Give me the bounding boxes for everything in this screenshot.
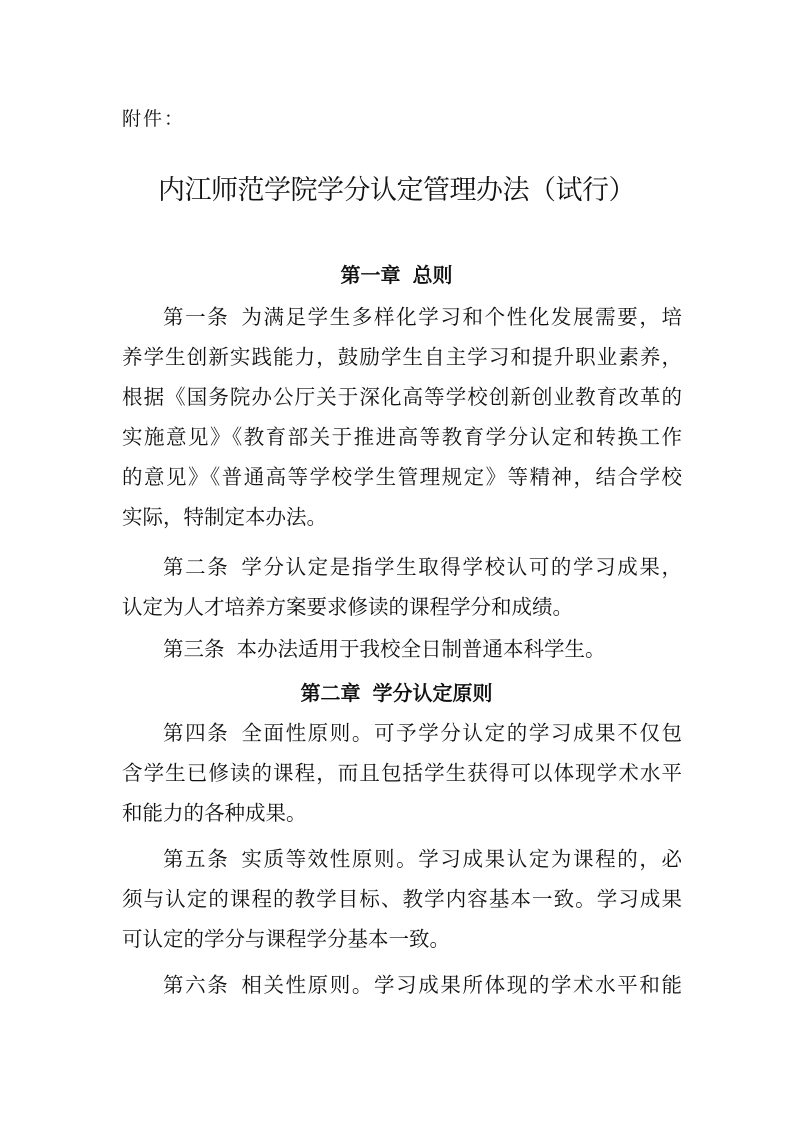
article-1-line-1: [163, 302, 682, 332]
article-1-line-2: 养学生创新实践能力，鼓励学生自主学习和提升职业素养，: [122, 345, 682, 369]
article-2-line-2: 认定为人才培养方案要求修读的课程学分和成绩。: [122, 595, 573, 619]
chapter-1-number: 第一章: [340, 263, 401, 287]
article-5-line-2: 须与认定的课程的教学目标、教学内容基本一致。学习成果: [122, 887, 682, 911]
article-6-text-1: 相关性原则。学习成果所体现的学术水平和能: [241, 973, 683, 997]
article-5-line-3: 可认定的学分与课程学分基本一致。: [122, 927, 450, 951]
article-1-line-6: 实际，特制定本办法。: [122, 505, 327, 529]
chapter-1-heading: [0, 259, 793, 288]
article-2-number: 第二条: [163, 555, 230, 579]
article-4-number: 第四条: [163, 721, 230, 745]
article-1-line-5: 的意见》《普通高等学校学生管理规定》等精神，结合学校: [122, 465, 682, 489]
article-3-text-1: 本办法适用于我校全日制普通本科学生。: [236, 637, 606, 661]
chapter-1-name: 总则: [412, 263, 453, 287]
article-3-number: 第三条: [163, 637, 225, 661]
article-5-number: 第五条: [163, 847, 230, 871]
article-6-line-1: [163, 970, 682, 1000]
article-2-text-1: 学分认定是指学生取得学校认可的学习成果，: [241, 555, 683, 579]
article-1-line-4: 实施意见》《教育部关于推进高等教育学分认定和转换工作: [122, 425, 682, 449]
article-1-text-1: 为满足学生多样化学习和个性化发展需要，培: [241, 305, 683, 329]
article-5-line-1: [163, 844, 682, 874]
article-4-text-1: 全面性原则。可予学分认定的学习成果不仅包: [241, 721, 683, 745]
article-4-line-1: [163, 718, 682, 748]
article-1-line-3: 根据《国务院办公厅关于深化高等学校创新创业教育改革的: [122, 385, 682, 409]
article-1-number: 第一条: [163, 305, 230, 329]
document-title: 内江师范学院学分认定管理办法（试行）: [158, 175, 635, 206]
article-4-line-3: 和能力的各种成果。: [122, 801, 307, 825]
attachment-label: 附件：: [122, 108, 186, 130]
article-3-line-1: [163, 634, 682, 664]
chapter-2-heading: [0, 677, 793, 706]
article-5-text-1: 实质等效性原则。学习成果认定为课程的，必: [241, 847, 683, 871]
article-4-line-2: 含学生已修读的课程，而且包括学生获得可以体现学术水平: [122, 761, 682, 785]
chapter-2-name: 学分认定原则: [372, 681, 493, 705]
article-2-line-1: [163, 552, 682, 582]
article-6-number: 第六条: [163, 973, 230, 997]
chapter-2-number: 第二章: [300, 681, 361, 705]
